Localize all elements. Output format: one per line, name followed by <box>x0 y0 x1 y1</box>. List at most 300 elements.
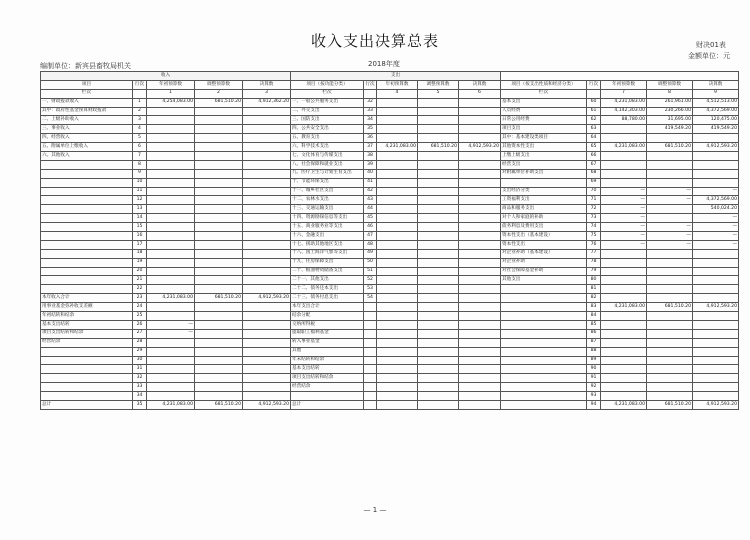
table-cell: 67 <box>587 160 601 169</box>
table-row <box>501 232 739 241</box>
table-cell: 2 <box>195 89 243 98</box>
table-cell <box>693 267 739 276</box>
table-cell: 调整预算数 <box>647 80 693 89</box>
table-cell <box>418 320 459 329</box>
table-cell <box>459 240 501 249</box>
table-cell: 15 <box>133 223 147 232</box>
table-cell <box>418 338 459 347</box>
table-cell: — <box>647 223 693 232</box>
table-cell <box>377 169 418 178</box>
table-cell <box>41 356 133 365</box>
table-cell <box>501 365 587 374</box>
table-cell <box>647 374 693 383</box>
table-cell: 经营支出 <box>501 160 587 169</box>
table-cell <box>147 232 195 241</box>
table-cell <box>601 312 647 321</box>
table-row <box>41 240 291 249</box>
table-cell: 对附属单位补助支出 <box>501 169 587 178</box>
table-cell: 93 <box>587 392 601 401</box>
table-cell: 行次 <box>133 80 147 89</box>
table-cell: 十九、住房保障支出 <box>291 258 364 267</box>
table-cell <box>693 383 739 392</box>
table-cell: 总计 <box>41 400 133 409</box>
table-cell: 31 <box>133 365 147 374</box>
table-row <box>41 160 291 169</box>
table-cell <box>459 294 501 303</box>
table-cell <box>418 249 459 258</box>
table-cell: 项目支出结转和结余 <box>291 374 364 383</box>
table-cell: 4,231,083.00 <box>601 98 647 107</box>
table-cell: 71 <box>587 196 601 205</box>
table-cell <box>147 356 195 365</box>
table-cell: 18 <box>133 249 147 258</box>
table-row <box>41 116 291 125</box>
table-cell: 26 <box>133 320 147 329</box>
table-cell <box>693 374 739 383</box>
table-cell: 91 <box>587 374 601 383</box>
table-cell <box>364 338 377 347</box>
table-cell <box>601 356 647 365</box>
table-cell <box>147 160 195 169</box>
table-cell: 11 <box>133 187 147 196</box>
table-cell <box>459 374 501 383</box>
table-cell <box>377 383 418 392</box>
table-row <box>41 249 291 258</box>
table-row <box>291 214 501 223</box>
table-cell <box>147 374 195 383</box>
table-cell: 栏次 <box>41 89 133 98</box>
table-cell <box>601 152 647 161</box>
table-cell <box>459 223 501 232</box>
table-cell: 4,372,569.00 <box>693 107 739 116</box>
table-cell <box>364 312 377 321</box>
table-cell <box>195 205 243 214</box>
table-cell <box>693 169 739 178</box>
table-cell <box>195 365 243 374</box>
table-row <box>501 374 739 383</box>
table-cell <box>418 374 459 383</box>
table-cell <box>195 116 243 125</box>
table-cell <box>459 152 501 161</box>
table-cell: 38 <box>364 152 377 161</box>
table-cell <box>647 249 693 258</box>
table-cell: 2 <box>133 107 147 116</box>
table-cell <box>459 356 501 365</box>
table-cell: 43 <box>364 196 377 205</box>
form-number: 财决01表 <box>696 41 726 49</box>
table-row <box>501 187 739 196</box>
table-cell <box>364 365 377 374</box>
table-cell <box>243 125 291 134</box>
table-row <box>41 400 291 409</box>
table-cell: 4,512,513.00 <box>693 98 739 107</box>
section-caption-row <box>41 72 291 81</box>
table-cell <box>601 320 647 329</box>
table-cell: 36 <box>364 134 377 143</box>
table-cell <box>459 338 501 347</box>
table-cell <box>195 125 243 134</box>
table-cell <box>243 178 291 187</box>
table-cell <box>41 365 133 374</box>
table-row <box>291 320 501 329</box>
table-cell <box>377 160 418 169</box>
table-cell: 86 <box>587 329 601 338</box>
table-cell: 经营结余 <box>41 338 133 347</box>
table-cell <box>147 276 195 285</box>
table-cell <box>377 107 418 116</box>
table-cell <box>459 276 501 285</box>
page-number: — 1 — <box>363 506 387 514</box>
table-cell: 28 <box>133 338 147 347</box>
table-cell: — <box>601 223 647 232</box>
table-cell <box>147 223 195 232</box>
table-cell: 商品和服务支出 <box>501 205 587 214</box>
table-cell <box>41 187 133 196</box>
table-cell <box>601 347 647 356</box>
table-row <box>291 187 501 196</box>
table-cell <box>601 338 647 347</box>
table-cell: 13 <box>133 205 147 214</box>
table-cell <box>459 205 501 214</box>
table-row <box>291 276 501 285</box>
table-cell <box>364 347 377 356</box>
table-cell: 3 <box>133 116 147 125</box>
table-row <box>501 152 739 161</box>
table-cell <box>41 214 133 223</box>
table-cell: 1 <box>133 98 147 107</box>
table-cell <box>601 294 647 303</box>
table-cell: 68 <box>587 169 601 178</box>
table-cell <box>601 329 647 338</box>
table-cell <box>147 178 195 187</box>
table-cell: 80 <box>587 276 601 285</box>
table-cell: — <box>693 214 739 223</box>
table-cell: 53 <box>364 285 377 294</box>
table-cell: 二十三、债务付息支出 <box>291 294 364 303</box>
table-row <box>291 152 501 161</box>
table-cell <box>377 312 418 321</box>
table-cell <box>377 134 418 143</box>
table-cell: 日常公用经费 <box>501 116 587 125</box>
table-cell <box>195 169 243 178</box>
table-row <box>291 160 501 169</box>
table-cell: 4,231,083.00 <box>601 400 647 409</box>
table-row <box>291 143 501 152</box>
table-cell <box>459 232 501 241</box>
table-cell <box>195 178 243 187</box>
table-cell: 其他支出 <box>501 276 587 285</box>
table-cell <box>501 356 587 365</box>
table-cell: 行次 <box>587 80 601 89</box>
table-cell <box>501 329 587 338</box>
table-cell <box>601 285 647 294</box>
table-row <box>41 98 291 107</box>
table-cell: 48 <box>364 240 377 249</box>
table-cell <box>195 392 243 401</box>
table-cell: 行次 <box>364 80 377 89</box>
table-cell: — <box>693 187 739 196</box>
table-cell: 51 <box>364 267 377 276</box>
table-cell: 4,231,083.00 <box>601 143 647 152</box>
table-cell <box>243 312 291 321</box>
table-cell <box>41 240 133 249</box>
table-cell <box>195 276 243 285</box>
table-cell <box>693 347 739 356</box>
table-cell <box>693 294 739 303</box>
table-cell <box>195 214 243 223</box>
table-cell <box>647 312 693 321</box>
currency-unit: 金额单位：元 <box>688 52 730 60</box>
table-cell: 五、教育支出 <box>291 134 364 143</box>
table-cell <box>195 196 243 205</box>
table-cell <box>364 303 377 312</box>
table-cell <box>195 285 243 294</box>
table-cell <box>418 240 459 249</box>
table-cell: 92 <box>587 383 601 392</box>
table-cell: 34 <box>133 392 147 401</box>
table-cell <box>418 347 459 356</box>
table-row <box>291 347 501 356</box>
table-cell <box>377 196 418 205</box>
table-row <box>41 205 291 214</box>
table-cell: 42 <box>364 187 377 196</box>
table-cell <box>418 178 459 187</box>
table-cell <box>243 143 291 152</box>
table-row <box>41 356 291 365</box>
table-cell: 9 <box>133 169 147 178</box>
table-cell <box>243 196 291 205</box>
table-cell <box>459 160 501 169</box>
table-cell: 上缴上级支出 <box>501 152 587 161</box>
table-cell <box>501 383 587 392</box>
table-cell <box>418 276 459 285</box>
table-cell <box>693 258 739 267</box>
table-cell <box>693 356 739 365</box>
table-row <box>41 392 291 401</box>
table-cell <box>377 267 418 276</box>
table-cell <box>459 320 501 329</box>
table-cell: 一、一般公共服务支出 <box>291 98 364 107</box>
table-cell <box>693 312 739 321</box>
table-cell <box>147 392 195 401</box>
table-row <box>501 400 739 409</box>
table-cell: 9 <box>693 89 739 98</box>
table-cell: — <box>601 240 647 249</box>
table-row <box>501 196 739 205</box>
table-cell: 4,912,593.20 <box>693 143 739 152</box>
table-cell <box>501 294 587 303</box>
table-row <box>501 160 739 169</box>
table-row <box>291 249 501 258</box>
table-row <box>291 294 501 303</box>
table-cell <box>243 347 291 356</box>
table-cell <box>647 294 693 303</box>
table-cell: — <box>647 187 693 196</box>
table-cell <box>459 400 501 409</box>
table-row <box>291 374 501 383</box>
table-cell <box>147 312 195 321</box>
table-cell: 27 <box>133 329 147 338</box>
table-cell <box>195 152 243 161</box>
table-cell <box>647 178 693 187</box>
table-cell: 78 <box>587 258 601 267</box>
table-row <box>501 338 739 347</box>
table-row <box>41 320 291 329</box>
table-cell <box>647 285 693 294</box>
table-row <box>41 143 291 152</box>
table-cell <box>459 178 501 187</box>
table-cell <box>459 312 501 321</box>
table-cell: 二十二、债务还本支出 <box>291 285 364 294</box>
table-cell <box>377 303 418 312</box>
table-cell <box>377 178 418 187</box>
table-cell <box>647 338 693 347</box>
table-cell <box>377 152 418 161</box>
table-cell <box>601 178 647 187</box>
table-row <box>291 169 501 178</box>
table-cell: 25 <box>133 312 147 321</box>
table-cell <box>147 214 195 223</box>
table-cell <box>418 160 459 169</box>
table-cell: 81 <box>587 285 601 294</box>
table-cell: — <box>647 240 693 249</box>
table-cell: 8 <box>133 160 147 169</box>
table-cell <box>243 160 291 169</box>
table-row <box>501 125 739 134</box>
table-cell: 栏次 <box>501 89 587 98</box>
table-cell <box>41 258 133 267</box>
table-cell <box>459 98 501 107</box>
table-cell: — <box>601 232 647 241</box>
table-cell: 4,912,593.20 <box>243 400 291 409</box>
table-cell <box>377 400 418 409</box>
table-cell: 二、上级补助收入 <box>41 116 133 125</box>
table-cell <box>195 249 243 258</box>
table-cell: 十八、国土海洋气象等支出 <box>291 249 364 258</box>
table-cell <box>418 312 459 321</box>
table-cell <box>501 374 587 383</box>
table-cell <box>418 116 459 125</box>
table-cell <box>243 116 291 125</box>
table-row <box>501 134 739 143</box>
report-title: 收入支出决算总表 <box>310 32 439 50</box>
table-cell <box>147 125 195 134</box>
table-cell <box>459 214 501 223</box>
table-cell <box>693 285 739 294</box>
table-cell: 84 <box>587 312 601 321</box>
table-cell <box>377 98 418 107</box>
table-cell: 88,780.00 <box>601 116 647 125</box>
table-cell <box>377 285 418 294</box>
table-cell <box>147 303 195 312</box>
table-cell: — <box>601 187 647 196</box>
table-cell <box>41 196 133 205</box>
table-cell <box>459 303 501 312</box>
table-cell <box>459 392 501 401</box>
table-cell: 二、外交支出 <box>291 107 364 116</box>
table-cell: 其中：政府性基金预算财政拨款 <box>41 107 133 116</box>
table-cell <box>243 169 291 178</box>
table-row <box>41 178 291 187</box>
table-cell <box>418 169 459 178</box>
table-cell <box>243 276 291 285</box>
table-row <box>501 178 739 187</box>
table-cell: 64 <box>587 134 601 143</box>
table-row <box>291 365 501 374</box>
table-row <box>41 267 291 276</box>
table-cell: 30 <box>133 356 147 365</box>
table-cell: 7 <box>133 152 147 161</box>
table-cell <box>418 365 459 374</box>
table-cell: 六、科学技术支出 <box>291 143 364 152</box>
table-cell: 十七、援助其他地区支出 <box>291 240 364 249</box>
table-row <box>501 347 739 356</box>
table-cell: 40 <box>364 169 377 178</box>
column-index-row <box>291 89 501 98</box>
table-row <box>501 214 739 223</box>
table-cell: 41 <box>364 178 377 187</box>
table-cell <box>243 303 291 312</box>
table-cell <box>601 276 647 285</box>
table-cell: 对企业补助（基本建设） <box>501 249 587 258</box>
table-cell: — <box>601 205 647 214</box>
table-cell: 33 <box>133 383 147 392</box>
table-row <box>291 312 501 321</box>
table-cell: 4,912,593.20 <box>243 294 291 303</box>
table-cell: 31,695.00 <box>647 116 693 125</box>
table-cell <box>195 258 243 267</box>
table-row <box>501 276 739 285</box>
table-cell <box>587 89 601 98</box>
table-cell <box>377 347 418 356</box>
table-cell <box>693 249 739 258</box>
table-cell: 69 <box>587 178 601 187</box>
table-cell <box>693 160 739 169</box>
table-cell: 四、经营收入 <box>41 134 133 143</box>
table-cell <box>377 374 418 383</box>
table-cell: 6 <box>459 89 501 98</box>
table-cell: 66 <box>587 152 601 161</box>
table-row <box>291 303 501 312</box>
table-cell <box>601 258 647 267</box>
table-cell <box>243 107 291 116</box>
table-cell: 22 <box>133 285 147 294</box>
income-table <box>40 71 291 410</box>
table-cell: 681,510.20 <box>647 400 693 409</box>
table-row <box>501 98 739 107</box>
table-cell <box>693 134 739 143</box>
table-cell: 对企业补助 <box>501 258 587 267</box>
table-row <box>41 134 291 143</box>
table-row <box>41 312 291 321</box>
table-cell: 4,231,083.00 <box>147 400 195 409</box>
table-row <box>41 338 291 347</box>
table-cell <box>459 107 501 116</box>
table-cell: 4,912,593.20 <box>459 143 501 152</box>
table-row <box>291 267 501 276</box>
table-cell: 调整预算数 <box>418 80 459 89</box>
table-cell <box>418 223 459 232</box>
table-cell <box>243 365 291 374</box>
table-row <box>501 258 739 267</box>
table-cell <box>41 285 133 294</box>
table-cell: 60 <box>587 98 601 107</box>
table-cell: 十六、金融支出 <box>291 232 364 241</box>
table-cell: 年初结转和结余 <box>41 312 133 321</box>
table-cell: 6 <box>133 143 147 152</box>
table-cell: 4,912,593.20 <box>693 400 739 409</box>
table-cell <box>459 249 501 258</box>
